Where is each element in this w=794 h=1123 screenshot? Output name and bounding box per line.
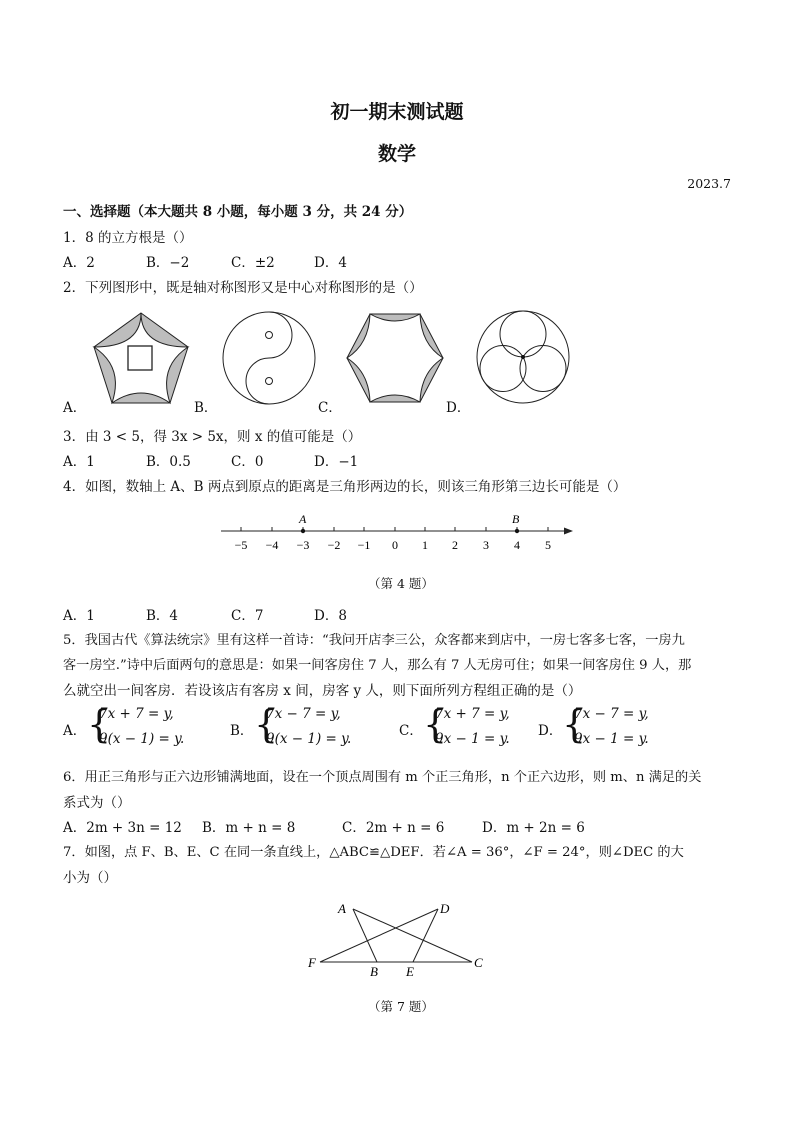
point-b-dot <box>515 529 519 533</box>
axis-label: −3 <box>296 538 310 552</box>
equation-2: 9(x − 1) = y. <box>99 731 185 747</box>
figure-label-b: B． <box>194 400 218 416</box>
question-6-line-1: 6．用正三角形与正六边形铺满地面，设在一个顶点周围有 m 个正三角形，n 个正六边形，则 m、n 满足的关 <box>63 770 702 785</box>
question-1-options <box>63 251 723 271</box>
vertex-b-label: B <box>370 964 378 979</box>
option-label: B． <box>230 723 254 739</box>
question-4-options <box>63 604 723 624</box>
figure-label-a: A． <box>63 400 87 416</box>
equation-2: 9x − 1 = y. <box>435 731 510 747</box>
vertex-e-label: E <box>406 964 414 979</box>
figure-label-c: C． <box>318 400 342 416</box>
question-7-line-2: 小为（） <box>63 870 117 886</box>
equation-1: 7x − 7 = y, <box>574 706 649 722</box>
brace: { <box>87 702 112 746</box>
figure-label-d: D． <box>446 400 471 416</box>
axis-label: 0 <box>392 538 398 552</box>
axis-label: −5 <box>234 538 248 552</box>
axis-label: 4 <box>514 538 520 552</box>
figure-7-caption: （第 7 题） <box>368 999 434 1014</box>
equation-2: 9x − 1 = y. <box>574 731 649 747</box>
option-c: C．2m + n = 6 <box>342 820 445 836</box>
option-b: B．m + n = 8 <box>202 820 296 836</box>
subject-title: 数学 <box>377 143 416 165</box>
point-a-label: A <box>299 512 307 526</box>
axis-label: −2 <box>327 538 341 552</box>
option-a: A．2 <box>63 255 95 271</box>
question-5-options <box>63 704 713 750</box>
brace: { <box>562 702 587 746</box>
question-6-line-2: 系式为（） <box>63 795 131 811</box>
option-b: B．−2 <box>146 255 190 271</box>
number-line-figure <box>215 506 585 558</box>
question-1-stem: 1．8 的立方根是（） <box>63 230 193 246</box>
equation-1: 7x + 7 = y, <box>435 706 510 722</box>
figure-2b-yin-yang <box>221 310 317 406</box>
axis-label: 1 <box>422 538 428 552</box>
vertex-d-label: D <box>440 901 450 916</box>
question-4-stem: 4．如图，数轴上 A、B 两点到原点的距离是三角形两边的长，则该三角形第三边长可能是（） <box>63 479 627 495</box>
vertex-a-label: A <box>338 901 346 916</box>
vertex-c-label: C <box>474 955 483 970</box>
option-a: A．1 <box>63 608 95 624</box>
exam-date: 2023.7 <box>687 176 731 191</box>
triangle-figure <box>300 896 500 980</box>
option-d: D．8 <box>314 608 347 624</box>
option-d: D．m + 2n = 6 <box>482 820 585 836</box>
question-3-stem: 3．由 3 < 5，得 3x > 5x，则 x 的值可能是（） <box>63 429 362 445</box>
equation-1: 7x + 7 = y, <box>99 706 174 722</box>
figure-4-caption: （第 4 题） <box>368 576 434 591</box>
option-label: C． <box>399 723 423 739</box>
axis-label: 2 <box>452 538 458 552</box>
figure-2c-hexagon <box>345 312 445 404</box>
axis-label: 3 <box>483 538 489 552</box>
option-label: D． <box>538 723 563 739</box>
option-c: C．±2 <box>231 255 275 271</box>
question-6-options <box>63 816 723 836</box>
option-d: D．−1 <box>314 454 359 470</box>
option-b: B．4 <box>146 608 179 624</box>
equation-1: 7x − 7 = y, <box>266 706 341 722</box>
question-2-stem: 2．下列图形中，既是轴对称图形又是中心对称图形的是（） <box>63 280 423 296</box>
option-a: A．1 <box>63 454 95 470</box>
brace: { <box>254 702 279 746</box>
point-a-dot <box>301 529 305 533</box>
brace: { <box>423 702 448 746</box>
axis-label: −4 <box>265 538 279 552</box>
question-5-line-3: 么就空出一间客房．若设该店有客房 x 间，房客 y 人，则下面所列方程组正确的是（） <box>63 683 582 699</box>
figure-2d-trefoil-circle <box>474 308 572 406</box>
option-c: C．7 <box>231 608 264 624</box>
option-c: C．0 <box>231 454 264 470</box>
option-b: B．0.5 <box>146 454 191 470</box>
question-5-line-2: 客一房空.”诗中后面两句的意思是：如果一间客房住 7 人，那么有 7 人无房可住；如果一间客房住 9 人，那 <box>63 658 692 673</box>
axis-label: 5 <box>545 538 551 552</box>
vertex-f-label: F <box>308 955 316 970</box>
page-title: 初一期末测试题 <box>330 101 464 123</box>
axis-label: −1 <box>357 538 371 552</box>
number-line-ticks <box>241 527 548 531</box>
option-label: A． <box>63 723 87 739</box>
section-heading: 一、选择题（本大题共 8 小题，每小题 3 分，共 24 分） <box>63 204 413 220</box>
equation-2: 9(x − 1) = y. <box>266 731 352 747</box>
option-a: A．2m + 3n = 12 <box>63 820 182 836</box>
point-b-label: B <box>512 512 520 526</box>
question-5-line-1: 5．我国古代《算法统宗》里有这样一首诗：“我问开店李三公，众客都来到店中，一房七客多七客，一房九 <box>63 633 685 648</box>
option-d: D．4 <box>314 255 347 271</box>
question-3-options <box>63 450 723 470</box>
question-7-line-1: 7．如图，点 F、B、E、C 在同一条直线上，△ABC≌△DEF．若∠A = 36°，∠F = 24°，则∠DEC 的大 <box>63 845 684 860</box>
figure-2a-pentagon <box>90 310 192 408</box>
